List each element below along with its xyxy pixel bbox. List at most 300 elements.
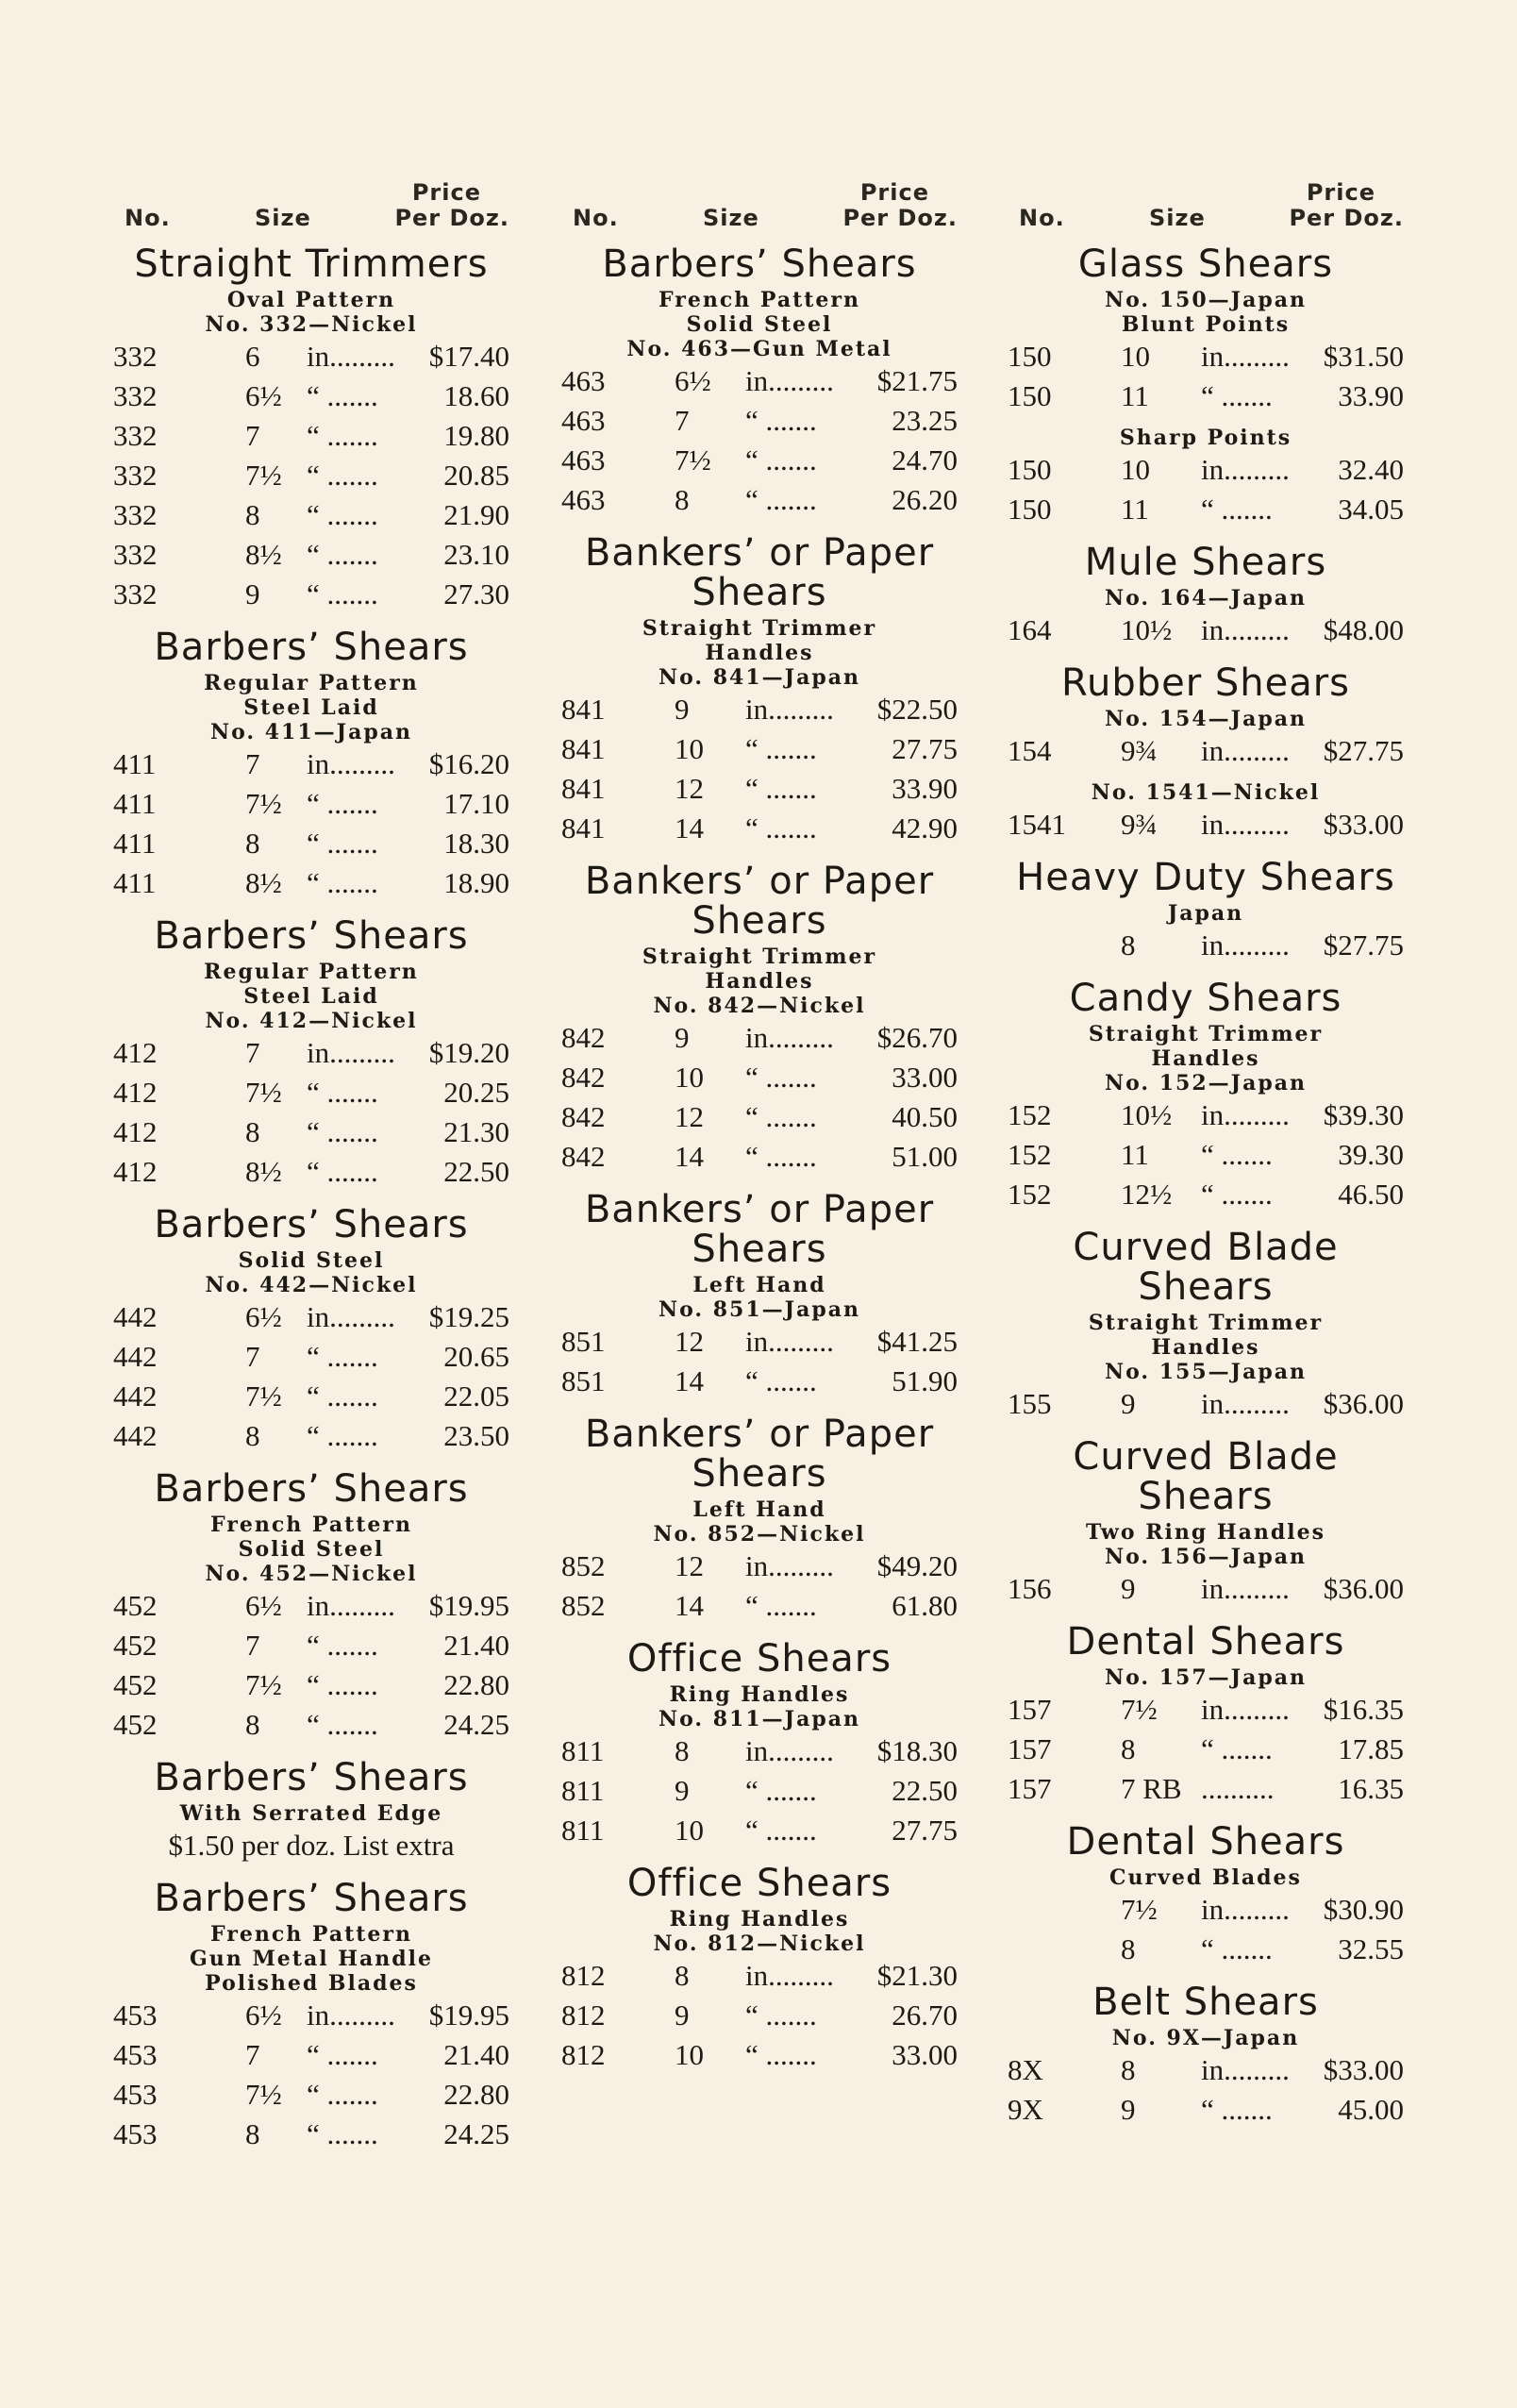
item-price: $27.75 [1323, 928, 1404, 962]
item-number: 851 [561, 1364, 606, 1397]
item-number: 332 [113, 379, 158, 412]
item-size: 7 RB [1121, 1772, 1182, 1805]
price-row [561, 1811, 958, 1850]
section-subtitle: No. 9X—Japan [1111, 2026, 1300, 2050]
item-unit: “ ....... [307, 2117, 378, 2150]
price-row [561, 1058, 958, 1097]
price-row [113, 2075, 509, 2115]
item-number: 453 [113, 1998, 158, 2032]
item-price: 17.10 [443, 787, 509, 820]
price-row [113, 1665, 509, 1705]
section-title: Barbers’ Shears [154, 1203, 469, 1246]
item-size: 9 [1121, 1572, 1136, 1605]
item-number: 9X [1008, 2093, 1043, 2126]
item-number: 152 [1008, 1178, 1052, 1211]
price-row [113, 1626, 509, 1665]
section-title: Bankers’ or Paper Shears [584, 860, 935, 943]
item-size: 9 [1121, 1387, 1136, 1420]
item-number: 152 [1008, 1098, 1052, 1131]
section-subtitle: Two Ring Handles [1085, 1520, 1326, 1545]
item-size: 6½ [675, 364, 711, 397]
item-unit: “ ....... [307, 379, 378, 412]
price-row [561, 1137, 958, 1177]
item-price: $31.50 [1323, 340, 1404, 373]
section-title: Bankers’ or Paper Shears [584, 1413, 935, 1496]
item-number: 332 [113, 340, 158, 373]
item-size: 7 [245, 419, 260, 452]
item-price: 45.00 [1338, 2093, 1404, 2126]
item-unit: “ ....... [307, 787, 378, 820]
item-price: 18.30 [443, 827, 509, 860]
item-size: 8 [245, 1419, 260, 1452]
section-subtitle: French Pattern [658, 288, 860, 312]
header-size: Size [255, 205, 311, 231]
item-size: 11 [1121, 379, 1149, 412]
header-no: No. [573, 205, 619, 231]
price-row [113, 1416, 509, 1456]
section-subtitle: No. 812—Nickel [653, 1931, 866, 1956]
section-subtitle: Japan [1167, 901, 1244, 926]
item-size: 7 [675, 404, 690, 437]
item-unit: “ ....... [745, 1140, 817, 1173]
price-row [113, 1297, 509, 1337]
item-unit: in......... [307, 1300, 395, 1333]
price-row [561, 1586, 958, 1626]
item-number: 155 [1008, 1387, 1052, 1420]
section-subtitle: Solid Steel [238, 1248, 385, 1273]
item-number: 841 [561, 811, 606, 844]
section-subtitle: Regular Pattern [204, 671, 419, 695]
item-size: 8 [675, 1959, 690, 1992]
section-subtitle: No. 811—Japan [658, 1707, 860, 1731]
item-unit: in......... [307, 1998, 395, 2032]
item-unit: “ ....... [307, 2038, 378, 2071]
item-size: 10 [675, 1814, 704, 1847]
item-price: $19.20 [428, 1036, 509, 1069]
section-subtitle: No. 841—Japan [658, 665, 860, 690]
item-size: 8½ [245, 866, 282, 899]
section-title: Curved Blade Shears [1073, 1226, 1339, 1309]
item-number: 411 [113, 866, 157, 899]
item-unit: “ ....... [745, 483, 817, 516]
section-subtitle: Oval Pattern [226, 288, 396, 312]
item-unit: “ ....... [307, 827, 378, 860]
item-number: 842 [561, 1021, 606, 1054]
price-row [1008, 1769, 1404, 1809]
section-title: Bankers’ or Paper Shears [584, 1188, 935, 1271]
item-price: $17.40 [428, 340, 509, 373]
price-row [1008, 1135, 1404, 1175]
item-unit: in......... [1201, 1693, 1290, 1726]
section-title: Curved Blade Shears [1073, 1435, 1339, 1518]
header-price: Price [411, 179, 481, 206]
price-row [561, 401, 958, 441]
price-section [561, 1414, 958, 1626]
item-unit: in......... [1201, 734, 1290, 767]
price-row [561, 480, 958, 520]
item-number: 452 [113, 1708, 158, 1741]
item-number: 150 [1008, 340, 1052, 373]
item-number: 412 [113, 1115, 158, 1148]
header-no: No. [1019, 205, 1065, 231]
section-title: Barbers’ Shears [154, 1756, 469, 1799]
price-section [113, 1879, 509, 2154]
item-unit: “ ....... [307, 1340, 378, 1373]
item-size: 9¾ [1121, 808, 1158, 841]
header-per-doz: Per Doz. [394, 205, 509, 231]
item-unit: “ ....... [307, 577, 378, 610]
item-price: $27.75 [1323, 734, 1404, 767]
section-title: Glass Shears [1077, 242, 1334, 286]
item-price: 61.80 [892, 1589, 958, 1622]
price-row [113, 824, 509, 863]
item-price: 23.50 [443, 1419, 509, 1452]
item-price: $41.25 [876, 1325, 958, 1358]
item-size: 6½ [245, 1998, 282, 2032]
item-price: 51.90 [892, 1364, 958, 1397]
item-unit: “ ....... [745, 811, 817, 844]
item-size: 11 [1121, 1138, 1149, 1171]
price-row [1008, 1175, 1404, 1214]
item-size: 6 [245, 340, 260, 373]
item-unit: “ ....... [307, 459, 378, 492]
item-price: 46.50 [1338, 1178, 1404, 1211]
item-unit: in......... [745, 364, 834, 397]
price-section [1008, 858, 1404, 965]
item-size: 7 [245, 1036, 260, 1069]
item-price: 33.00 [892, 1061, 958, 1094]
section-subtitle: Regular Pattern [204, 960, 419, 984]
item-unit: in......... [745, 1021, 834, 1054]
item-number: 812 [561, 2038, 606, 2071]
price-row [113, 456, 509, 495]
item-unit: in......... [1201, 928, 1290, 962]
item-number: 411 [113, 747, 157, 780]
item-unit: in......... [1201, 1893, 1290, 1926]
item-number: 842 [561, 1140, 606, 1173]
item-size: 7½ [245, 787, 282, 820]
item-size: 8 [245, 827, 260, 860]
item-number: 452 [113, 1668, 158, 1701]
item-unit: in......... [307, 747, 395, 780]
item-price: 32.55 [1338, 1932, 1404, 1965]
section-title: Rubber Shears [1060, 661, 1351, 705]
item-size: 10 [675, 1061, 704, 1094]
item-number: 841 [561, 732, 606, 765]
item-size: 9¾ [1121, 734, 1158, 767]
section-subtitle: No. 156—Japan [1105, 1545, 1307, 1569]
item-number: 157 [1008, 1772, 1052, 1805]
price-row [561, 690, 958, 729]
item-number: 463 [561, 364, 606, 397]
section-subtitle: No. 442—Nickel [205, 1273, 418, 1297]
price-row [1008, 926, 1404, 965]
item-number: 164 [1008, 613, 1052, 646]
header-price: Price [859, 179, 929, 206]
price-row [113, 1152, 509, 1192]
item-size: 7½ [245, 459, 282, 492]
item-number: 442 [113, 1340, 158, 1373]
price-row [113, 2115, 509, 2154]
price-row [561, 1996, 958, 2035]
section-subtitle: No. 463—Gun Metal [626, 337, 892, 361]
section-subtitle: Straight Trimmer [642, 945, 877, 969]
item-size: 9 [675, 693, 690, 726]
item-unit: “ ....... [745, 1364, 817, 1397]
price-section [1008, 1822, 1404, 1969]
item-price: 21.30 [443, 1115, 509, 1148]
item-number: 156 [1008, 1572, 1052, 1605]
section-title: Office Shears [626, 1862, 892, 1905]
item-price: 23.25 [892, 404, 958, 437]
item-number: 1541 [1008, 808, 1066, 841]
section-subtitle: No. 154—Japan [1105, 707, 1307, 731]
item-price: $21.75 [876, 364, 958, 397]
item-price: 34.05 [1338, 493, 1404, 526]
item-size: 9 [1121, 2093, 1136, 2126]
item-price: 33.00 [892, 2038, 958, 2071]
item-number: 332 [113, 577, 158, 610]
item-size: 8 [245, 498, 260, 531]
item-price: $16.35 [1323, 1693, 1404, 1726]
item-unit: “ ....... [1201, 493, 1273, 526]
item-unit: “ ....... [1201, 1732, 1273, 1765]
price-section [561, 1864, 958, 2075]
price-row [113, 495, 509, 535]
item-size: 12½ [1121, 1178, 1173, 1211]
price-row [113, 1996, 509, 2035]
price-row [113, 1705, 509, 1745]
item-size: 7 [245, 747, 260, 780]
price-section [113, 1205, 509, 1456]
section-title: Barbers’ Shears [154, 1877, 469, 1920]
item-unit: in......... [1201, 340, 1290, 373]
price-section [113, 1758, 509, 1865]
item-price: 16.35 [1338, 1772, 1404, 1805]
price-row [1008, 490, 1404, 529]
header-per-doz: Per Doz. [1289, 205, 1404, 231]
item-number: 412 [113, 1155, 158, 1188]
item-size: 8½ [245, 538, 282, 571]
item-unit: in......... [745, 1325, 834, 1358]
item-size: 7½ [675, 443, 711, 477]
item-number: 463 [561, 483, 606, 516]
section-subtitle: No. 164—Japan [1105, 586, 1307, 610]
item-unit: “ ....... [745, 772, 817, 805]
item-unit: in......... [745, 1734, 834, 1767]
item-unit: in......... [307, 1589, 395, 1622]
item-size: 9 [675, 1998, 690, 2032]
item-number: 453 [113, 2117, 158, 2150]
section-subtitle: Ring Handles [669, 1907, 850, 1931]
item-unit: “ ....... [1201, 1178, 1273, 1211]
price-section [1008, 663, 1404, 771]
item-unit: “ ....... [745, 443, 817, 477]
header-size: Size [1149, 205, 1206, 231]
section-title: Belt Shears [1092, 1981, 1319, 2024]
item-unit: “ ....... [745, 2038, 817, 2071]
item-number: 852 [561, 1589, 606, 1622]
item-size: 14 [675, 1589, 704, 1622]
item-price: 21.90 [443, 498, 509, 531]
item-price: 20.65 [443, 1340, 509, 1373]
item-unit: “ ....... [307, 1380, 378, 1413]
item-size: 9 [245, 577, 260, 610]
item-size: 12 [675, 1549, 704, 1582]
price-row [1008, 376, 1404, 416]
price-section [113, 627, 509, 903]
price-row [113, 1073, 509, 1112]
section-subtitle: Polished Blades [205, 1971, 418, 1996]
price-section [1008, 1622, 1404, 1809]
item-size: 12 [675, 1325, 704, 1358]
price-section [561, 533, 958, 848]
item-price: $21.30 [876, 1959, 958, 1992]
column-header [1008, 179, 1404, 231]
item-number: 852 [561, 1549, 606, 1582]
price-row [1008, 1890, 1404, 1930]
header-per-doz: Per Doz. [842, 205, 958, 231]
item-unit: in......... [1201, 1387, 1290, 1420]
section-subtitle: No. 1541—Nickel [1091, 780, 1321, 805]
price-row [561, 1018, 958, 1058]
section-subtitle: No. 842—Nickel [653, 994, 866, 1018]
item-unit: in......... [745, 1549, 834, 1582]
item-number: 463 [561, 404, 606, 437]
price-row [113, 416, 509, 456]
item-number: 154 [1008, 734, 1052, 767]
item-unit: “ ....... [307, 1155, 378, 1188]
item-unit: in......... [1201, 1098, 1290, 1131]
item-number: 453 [113, 2038, 158, 2071]
item-number: 811 [561, 1814, 605, 1847]
item-price: 20.85 [443, 459, 509, 492]
item-size: 10 [675, 732, 704, 765]
item-unit: in......... [1201, 2053, 1290, 2086]
item-size: 6½ [245, 1300, 282, 1333]
price-section [113, 1469, 509, 1745]
item-number: 150 [1008, 379, 1052, 412]
item-number: 851 [561, 1325, 606, 1358]
item-size: 8 [245, 2117, 260, 2150]
price-section [1008, 543, 1404, 650]
price-row [561, 1731, 958, 1771]
item-price: 19.80 [443, 419, 509, 452]
item-unit: .......... [1201, 1772, 1275, 1805]
item-number: 150 [1008, 453, 1052, 486]
item-unit: “ ....... [1201, 379, 1273, 412]
column-1 [113, 179, 509, 2154]
item-size: 7½ [1121, 1693, 1158, 1726]
item-price: 21.40 [443, 2038, 509, 2071]
item-number: 332 [113, 498, 158, 531]
item-number: 157 [1008, 1693, 1052, 1726]
item-number: 842 [561, 1100, 606, 1133]
item-number: 841 [561, 772, 606, 805]
item-number: 411 [113, 827, 157, 860]
item-size: 10½ [1121, 1098, 1173, 1131]
item-unit: “ ....... [307, 866, 378, 899]
item-number: 332 [113, 419, 158, 452]
price-section [1008, 244, 1404, 416]
price-row [561, 769, 958, 809]
item-size: 6½ [245, 1589, 282, 1622]
item-unit: “ ....... [745, 1100, 817, 1133]
item-price: 22.50 [892, 1774, 958, 1807]
item-number: 412 [113, 1036, 158, 1069]
item-unit: “ ....... [745, 732, 817, 765]
item-unit: “ ....... [307, 1708, 378, 1741]
item-number: 157 [1008, 1732, 1052, 1765]
section-subtitle: No. 155—Japan [1105, 1360, 1307, 1384]
item-unit: “ ....... [307, 498, 378, 531]
price-row [113, 1033, 509, 1073]
item-number: 842 [561, 1061, 606, 1094]
item-price: $39.30 [1323, 1098, 1404, 1131]
section-title: Straight Trimmers [134, 242, 489, 286]
price-row [561, 441, 958, 480]
section-subtitle: Steel Laid [243, 984, 379, 1009]
item-number: 152 [1008, 1138, 1052, 1171]
price-row [1008, 2050, 1404, 2090]
item-price: $19.95 [428, 1589, 509, 1622]
item-price: $16.20 [428, 747, 509, 780]
item-unit: “ ....... [745, 1774, 817, 1807]
item-size: 9 [675, 1021, 690, 1054]
section-title: Barbers’ Shears [154, 626, 469, 669]
price-row [561, 1956, 958, 1996]
item-unit: in......... [745, 1959, 834, 1992]
item-size: 7½ [245, 1076, 282, 1109]
section-subtitle: Handles [1151, 1046, 1260, 1071]
price-row [113, 1112, 509, 1152]
item-unit: “ ....... [745, 404, 817, 437]
price-row [113, 2035, 509, 2075]
item-price: 27.75 [892, 732, 958, 765]
item-price: 26.20 [892, 483, 958, 516]
item-number: 811 [561, 1774, 605, 1807]
section-subtitle: Handles [705, 641, 814, 665]
section-subtitle: Gun Metal Handle [190, 1947, 433, 1971]
item-price: 33.90 [1338, 379, 1404, 412]
price-section [1008, 1228, 1404, 1424]
section-subtitle: Left Hand [692, 1497, 826, 1522]
item-price: $36.00 [1323, 1387, 1404, 1420]
price-row [561, 361, 958, 401]
section-subtitle: Handles [1151, 1335, 1260, 1360]
item-price: $30.90 [1323, 1893, 1404, 1926]
item-price: $19.95 [428, 1998, 509, 2032]
item-price: 21.40 [443, 1629, 509, 1662]
item-number: 150 [1008, 493, 1052, 526]
price-row [113, 744, 509, 784]
section-title: Dental Shears [1066, 1620, 1345, 1664]
column-3 [1008, 179, 1404, 2130]
item-number: 8X [1008, 2053, 1043, 2086]
price-section [1008, 426, 1404, 529]
item-size: 10½ [1121, 613, 1173, 646]
section-title: Barbers’ Shears [154, 1467, 469, 1511]
item-size: 8 [1121, 928, 1136, 962]
item-unit: in......... [307, 1036, 395, 1069]
price-row [1008, 805, 1404, 844]
item-size: 8 [245, 1708, 260, 1741]
item-price: 17.85 [1338, 1732, 1404, 1765]
item-size: 7 [245, 1629, 260, 1662]
section-subtitle: Curved Blades [1109, 1865, 1302, 1890]
section-subtitle: Straight Trimmer [1088, 1311, 1324, 1335]
item-price: 24.25 [443, 1708, 509, 1741]
